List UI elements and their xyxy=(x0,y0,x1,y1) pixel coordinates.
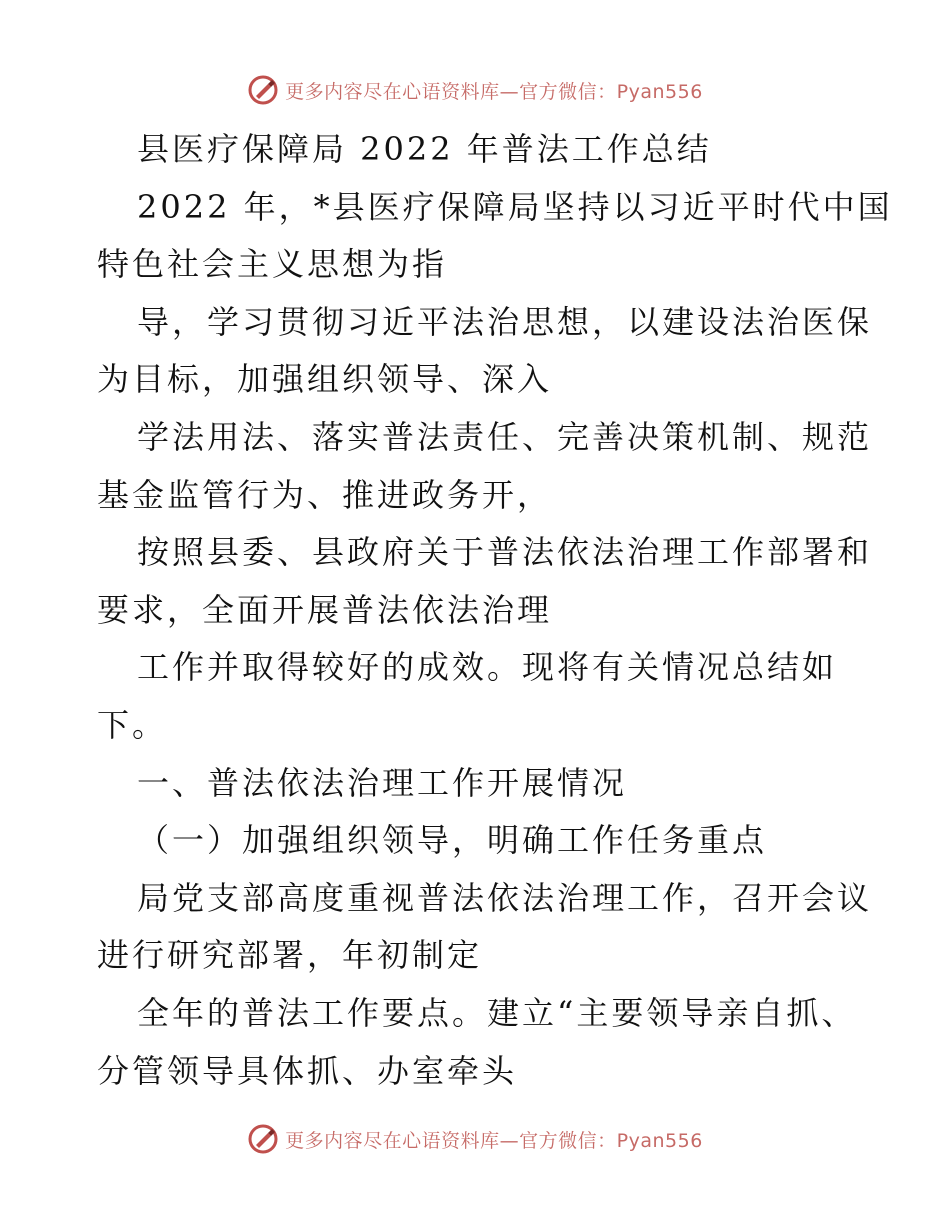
document-line: 下。 xyxy=(97,705,168,744)
document-line: 工作并取得较好的成效。现将有关情况总结如 xyxy=(137,648,838,687)
document-body xyxy=(97,121,893,1100)
logo-icon xyxy=(247,1123,279,1155)
document-line: 导，学习贯彻习近平法治思想，以建设法治医保 xyxy=(137,302,873,341)
document-line: 一、普法依法治理工作开展情况 xyxy=(137,763,628,802)
document-line: 按照县委、县政府关于普法依法治理工作部署和 xyxy=(137,533,873,572)
document-line: 县医疗保障局 2022 年普法工作总结 xyxy=(137,130,712,168)
document-line: 2022 年，*县医疗保障局坚持以习近平时代中国 xyxy=(137,187,893,226)
document-line: 特色社会主义思想为指 xyxy=(97,245,448,284)
document-line: 局党支部高度重视普法依法治理工作，召开会议 xyxy=(137,878,873,917)
header-watermark-banner xyxy=(0,70,950,110)
document-line: 进行研究部署，年初制定 xyxy=(97,936,483,975)
document-line: 分管领导具体抓、办室牵头 xyxy=(97,1051,518,1090)
watermark-text: 更多内容尽在心语资料库—官方微信：Pyan556 xyxy=(285,80,703,103)
logo-icon xyxy=(247,74,279,106)
watermark-text: 更多内容尽在心语资料库—官方微信：Pyan556 xyxy=(285,1129,703,1152)
footer-watermark-banner xyxy=(0,1119,950,1159)
document-line: （一）加强组织领导，明确工作任务重点 xyxy=(137,821,768,860)
document-line: 全年的普法工作要点。建立“主要领导亲自抓、 xyxy=(137,993,857,1032)
document-line: 基金监管行为、推进政务开， xyxy=(97,475,553,514)
document-line: 学法用法、落实普法责任、完善决策机制、规范 xyxy=(137,417,873,456)
document-line: 要求，全面开展普法依法治理 xyxy=(97,590,553,629)
document-line: 为目标，加强组织领导、深入 xyxy=(97,360,553,399)
